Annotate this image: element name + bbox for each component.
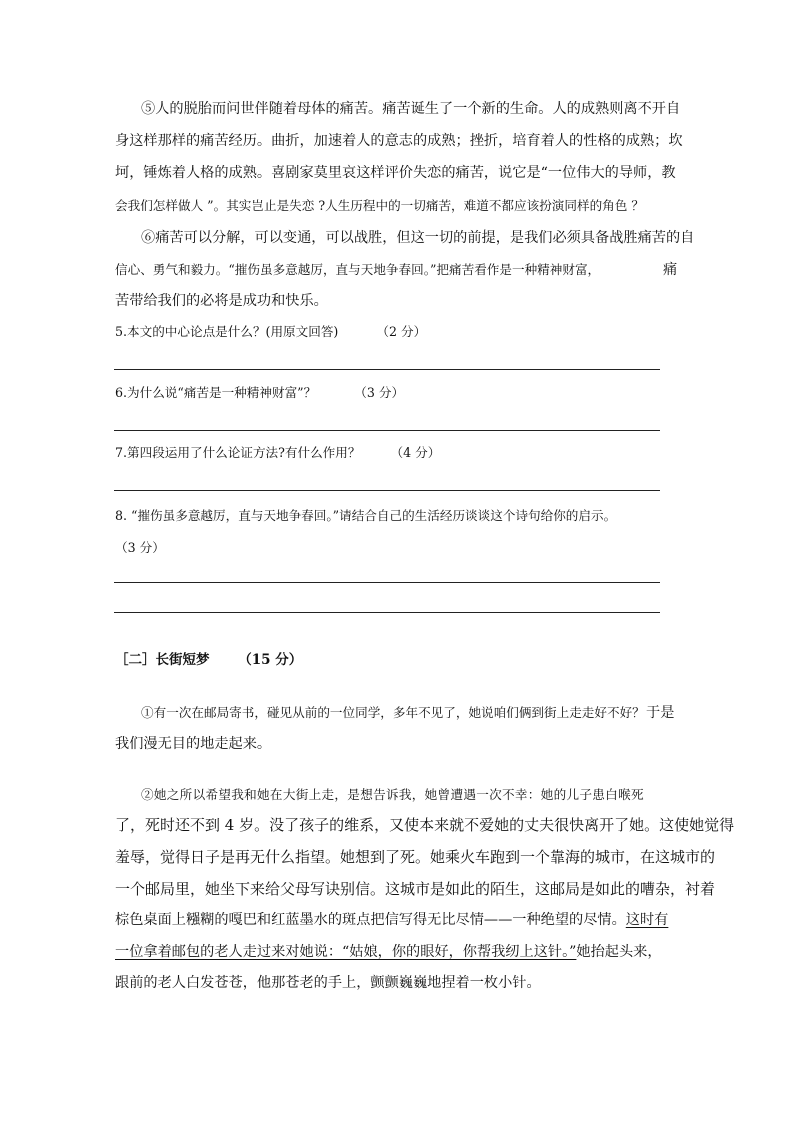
section-title: ［二］长街短梦	[115, 652, 210, 668]
story-p1-line1a: ①有一次在邮局寄书，碰见从前的一位同学，多年不见了，她说咱们俩到街上走走好不好？	[141, 705, 645, 720]
answer-line-8b[interactable]	[114, 612, 660, 613]
question-6-score: （3 分）	[354, 385, 405, 400]
para6-line2b: 痛	[663, 262, 678, 278]
story-p2-line5	[115, 910, 668, 930]
story-p1-line2: 我们漫无目的地走起来。	[115, 736, 272, 752]
story-p2-line4: 一个邮局里，她坐下来给父母写诀别信。这城市是如此的陌生，这邮局是如此的嘈杂，衬着	[115, 880, 716, 898]
story-p2-line3: 羞辱，觉得日子是再无什么指望。她想到了死。她乘火车跑到一个靠海的城市，在这城市的	[115, 848, 716, 866]
question-6	[115, 383, 404, 403]
story-p2-line6b: 她抬起头来，	[576, 944, 662, 960]
question-8-score: （3 分）	[115, 540, 165, 555]
para6-line3: 苦带给我们的必将是成功和快乐。	[115, 293, 328, 309]
story-p2-line1: ②她之所以希望我和她在大街上走，是想告诉我，她曾遭遇一次不幸：她的儿子患白喉死	[141, 787, 644, 802]
para5-line2: 身这样那样的痛苦经历。曲折，加速着人的意志的成熟；挫折，培育着人的性格的成熟；坎	[115, 133, 683, 149]
question-7	[115, 443, 440, 463]
answer-line-5[interactable]	[114, 369, 660, 370]
para5-line3: 坷，锤炼着人格的成熟。喜剧家莫里哀这样评价失恋的痛苦，说它是“一位伟大的导师，教	[115, 165, 676, 181]
question-7-text: 7.第四段运用了什么论证方法?有什么作用？	[115, 445, 361, 460]
question-8-text: 8. “摧伤虽多意越厉，直与天地争春回。”请结合自己的生活经历谈谈这个诗句给你的启示。	[115, 508, 617, 523]
story-p2-line5a: 棕色桌面上糨糊的嘎巴和红蓝墨水的斑点把信写得无比尽情——一种绝望的尽情。	[115, 912, 626, 928]
question-5-text: 5.本文的中心论点是什么？(用原文回答)	[115, 324, 339, 339]
para5-line1: ⑤人的脱胎而问世伴随着母体的痛苦。痛苦诞生了一个新的生命。人的成熟则离不开自	[141, 101, 681, 117]
question-7-score: （4 分）	[390, 445, 441, 460]
answer-line-7[interactable]	[114, 490, 660, 491]
story-p2-line7: 跟前的老人白发苍苍，他那苍老的手上，颤颤巍巍地捏着一枚小针。	[115, 975, 541, 991]
story-p2-line2: 了，死时还不到 4 岁。没了孩子的维系，又使本来就不爱她的丈夫很快离开了她。这使她觉得	[115, 816, 735, 834]
story-p2-line6	[115, 942, 662, 962]
answer-line-6[interactable]	[114, 430, 660, 431]
answer-line-8a[interactable]	[114, 582, 660, 583]
question-6-text: 6.为什么说“痛苦是一种精神财富”？	[115, 385, 317, 400]
story-p2-line5b-underlined: 这时有	[625, 912, 669, 928]
question-5-score: （2 分）	[376, 324, 427, 339]
story-p1-line1b: 于是	[646, 705, 675, 721]
para6-line2a: 信心、勇气和毅力。“摧伤虽多意越厉，直与天地争春回。”把痛苦看作是一种精神财富，	[115, 262, 601, 277]
question-5	[115, 322, 426, 342]
para5-line4: 会我们怎样做人 ”。其实岂止是失恋 ?人生历程中的一切痛苦，难道不都应该扮演同样的角色 ？	[115, 198, 644, 213]
section-heading	[115, 650, 302, 670]
para6-line1: ⑥痛苦可以分解，可以变通，可以战胜，但这一切的前提，是我们必须具备战胜痛苦的自	[141, 230, 695, 246]
story-p2-line6a-underlined: 一位拿着邮包的老人走过来对她说：“姑娘，你的眼好，你帮我纫上这针。”	[115, 944, 577, 960]
section-score: （15 分）	[238, 652, 303, 668]
